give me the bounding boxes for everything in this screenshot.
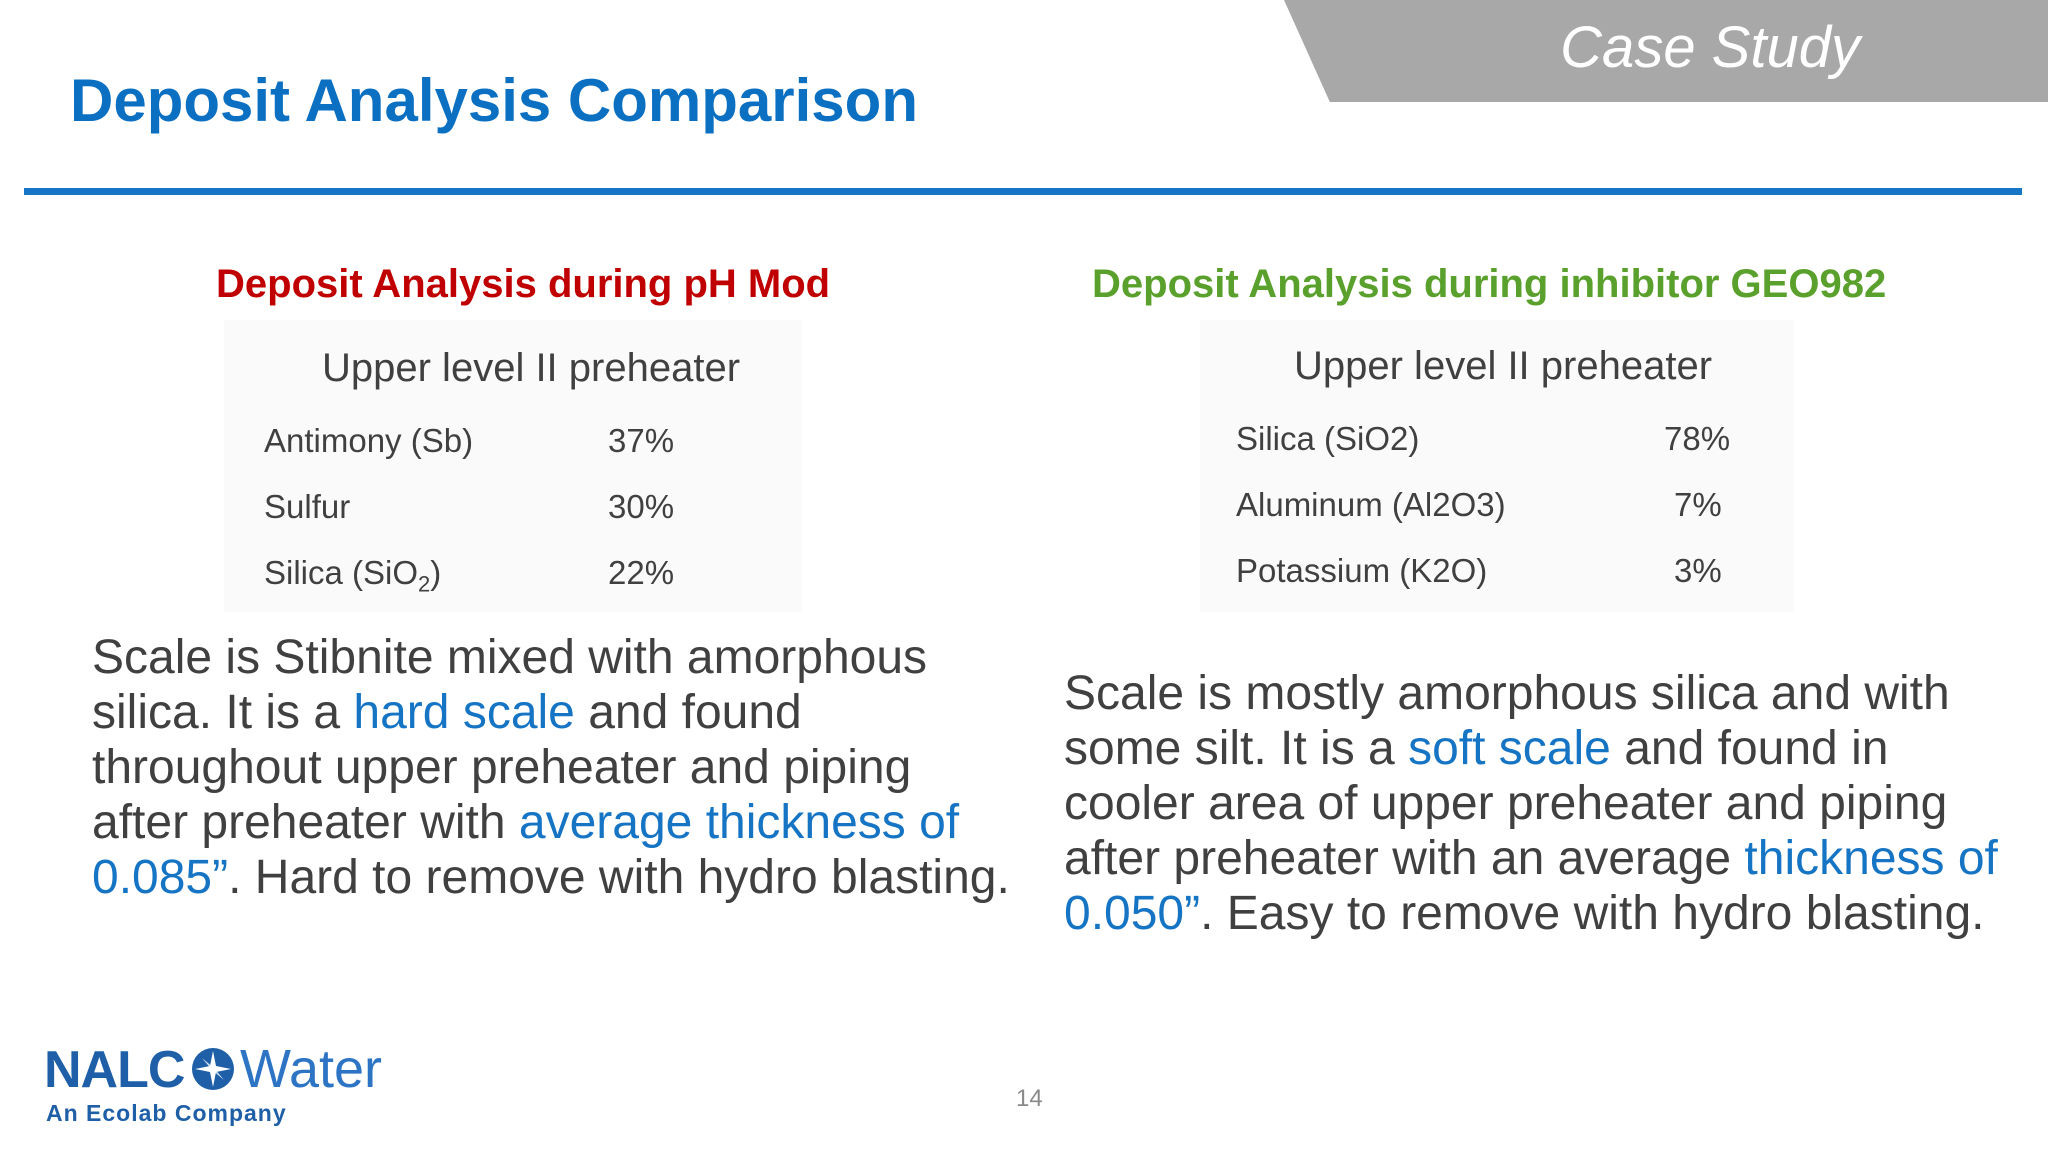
left-row-3-name-subscript: 2 — [418, 571, 431, 597]
right-desc-part-3: . Easy to remove with hydro blasting. — [1200, 887, 1985, 940]
left-row-3-name-end: ) — [430, 554, 442, 591]
right-desc-part-1: Scale is mostly amorphous silica and with some silt. It is a — [1064, 667, 1950, 775]
left-description — [92, 630, 1012, 905]
left-desc-highlight-2: average thickness of 0.085” — [92, 796, 960, 904]
right-row-3-value: 3% — [1674, 552, 1722, 589]
right-desc-highlight-2: thickness of 0.050” — [1064, 832, 1998, 940]
logo-star-icon — [190, 1046, 236, 1092]
right-desc-part-2: and found in cooler area of upper preheater and piping after preheater with an average — [1064, 722, 1948, 885]
right-desc-highlight-1: soft scale — [1408, 722, 1611, 775]
left-row-3-name — [264, 554, 441, 598]
right-table-title: Upper level II preheater — [1294, 344, 1713, 388]
right-row-1-value: 78% — [1664, 420, 1731, 457]
logo-brand-text: NALC — [44, 1041, 185, 1099]
left-row-1-value: 37% — [608, 422, 675, 459]
title-divider — [24, 188, 2022, 195]
left-row-3-value: 22% — [608, 554, 675, 591]
page-number: 14 — [1016, 1085, 1043, 1112]
left-row-2-name: Sulfur — [264, 488, 351, 525]
left-row-2-value: 30% — [608, 488, 675, 525]
slide-title: Deposit Analysis Comparison — [70, 67, 918, 134]
right-row-1-name: Silica (SiO2) — [1236, 420, 1420, 457]
left-desc-part-2: and found throughout upper preheater and piping after preheater with — [92, 686, 912, 849]
right-description — [1064, 666, 2004, 941]
left-heading: Deposit Analysis during pH Mod — [216, 262, 831, 306]
right-row-3-name: Potassium (K2O) — [1236, 552, 1488, 589]
right-row-2-name: Aluminum (Al2O3) — [1236, 486, 1506, 523]
left-desc-highlight-1: hard scale — [353, 686, 575, 739]
logo-tagline: An Ecolab Company — [46, 1100, 287, 1126]
left-table-title: Upper level II preheater — [322, 346, 741, 390]
logo-product-text: Water — [240, 1039, 383, 1099]
case-study-label: Case Study — [1560, 15, 1860, 80]
right-heading: Deposit Analysis during inhibitor GEO982 — [1092, 262, 1887, 306]
nalco-water-logo — [44, 1040, 424, 1130]
left-row-1-name: Antimony (Sb) — [264, 422, 474, 459]
left-row-3-name-main: Silica (SiO — [264, 554, 419, 591]
left-desc-part-3: . Hard to remove with hydro blasting. — [228, 851, 1010, 904]
left-desc-part-1: Scale is Stibnite mixed with amorphous silica. It is a — [92, 631, 928, 739]
right-row-2-value: 7% — [1674, 486, 1722, 523]
